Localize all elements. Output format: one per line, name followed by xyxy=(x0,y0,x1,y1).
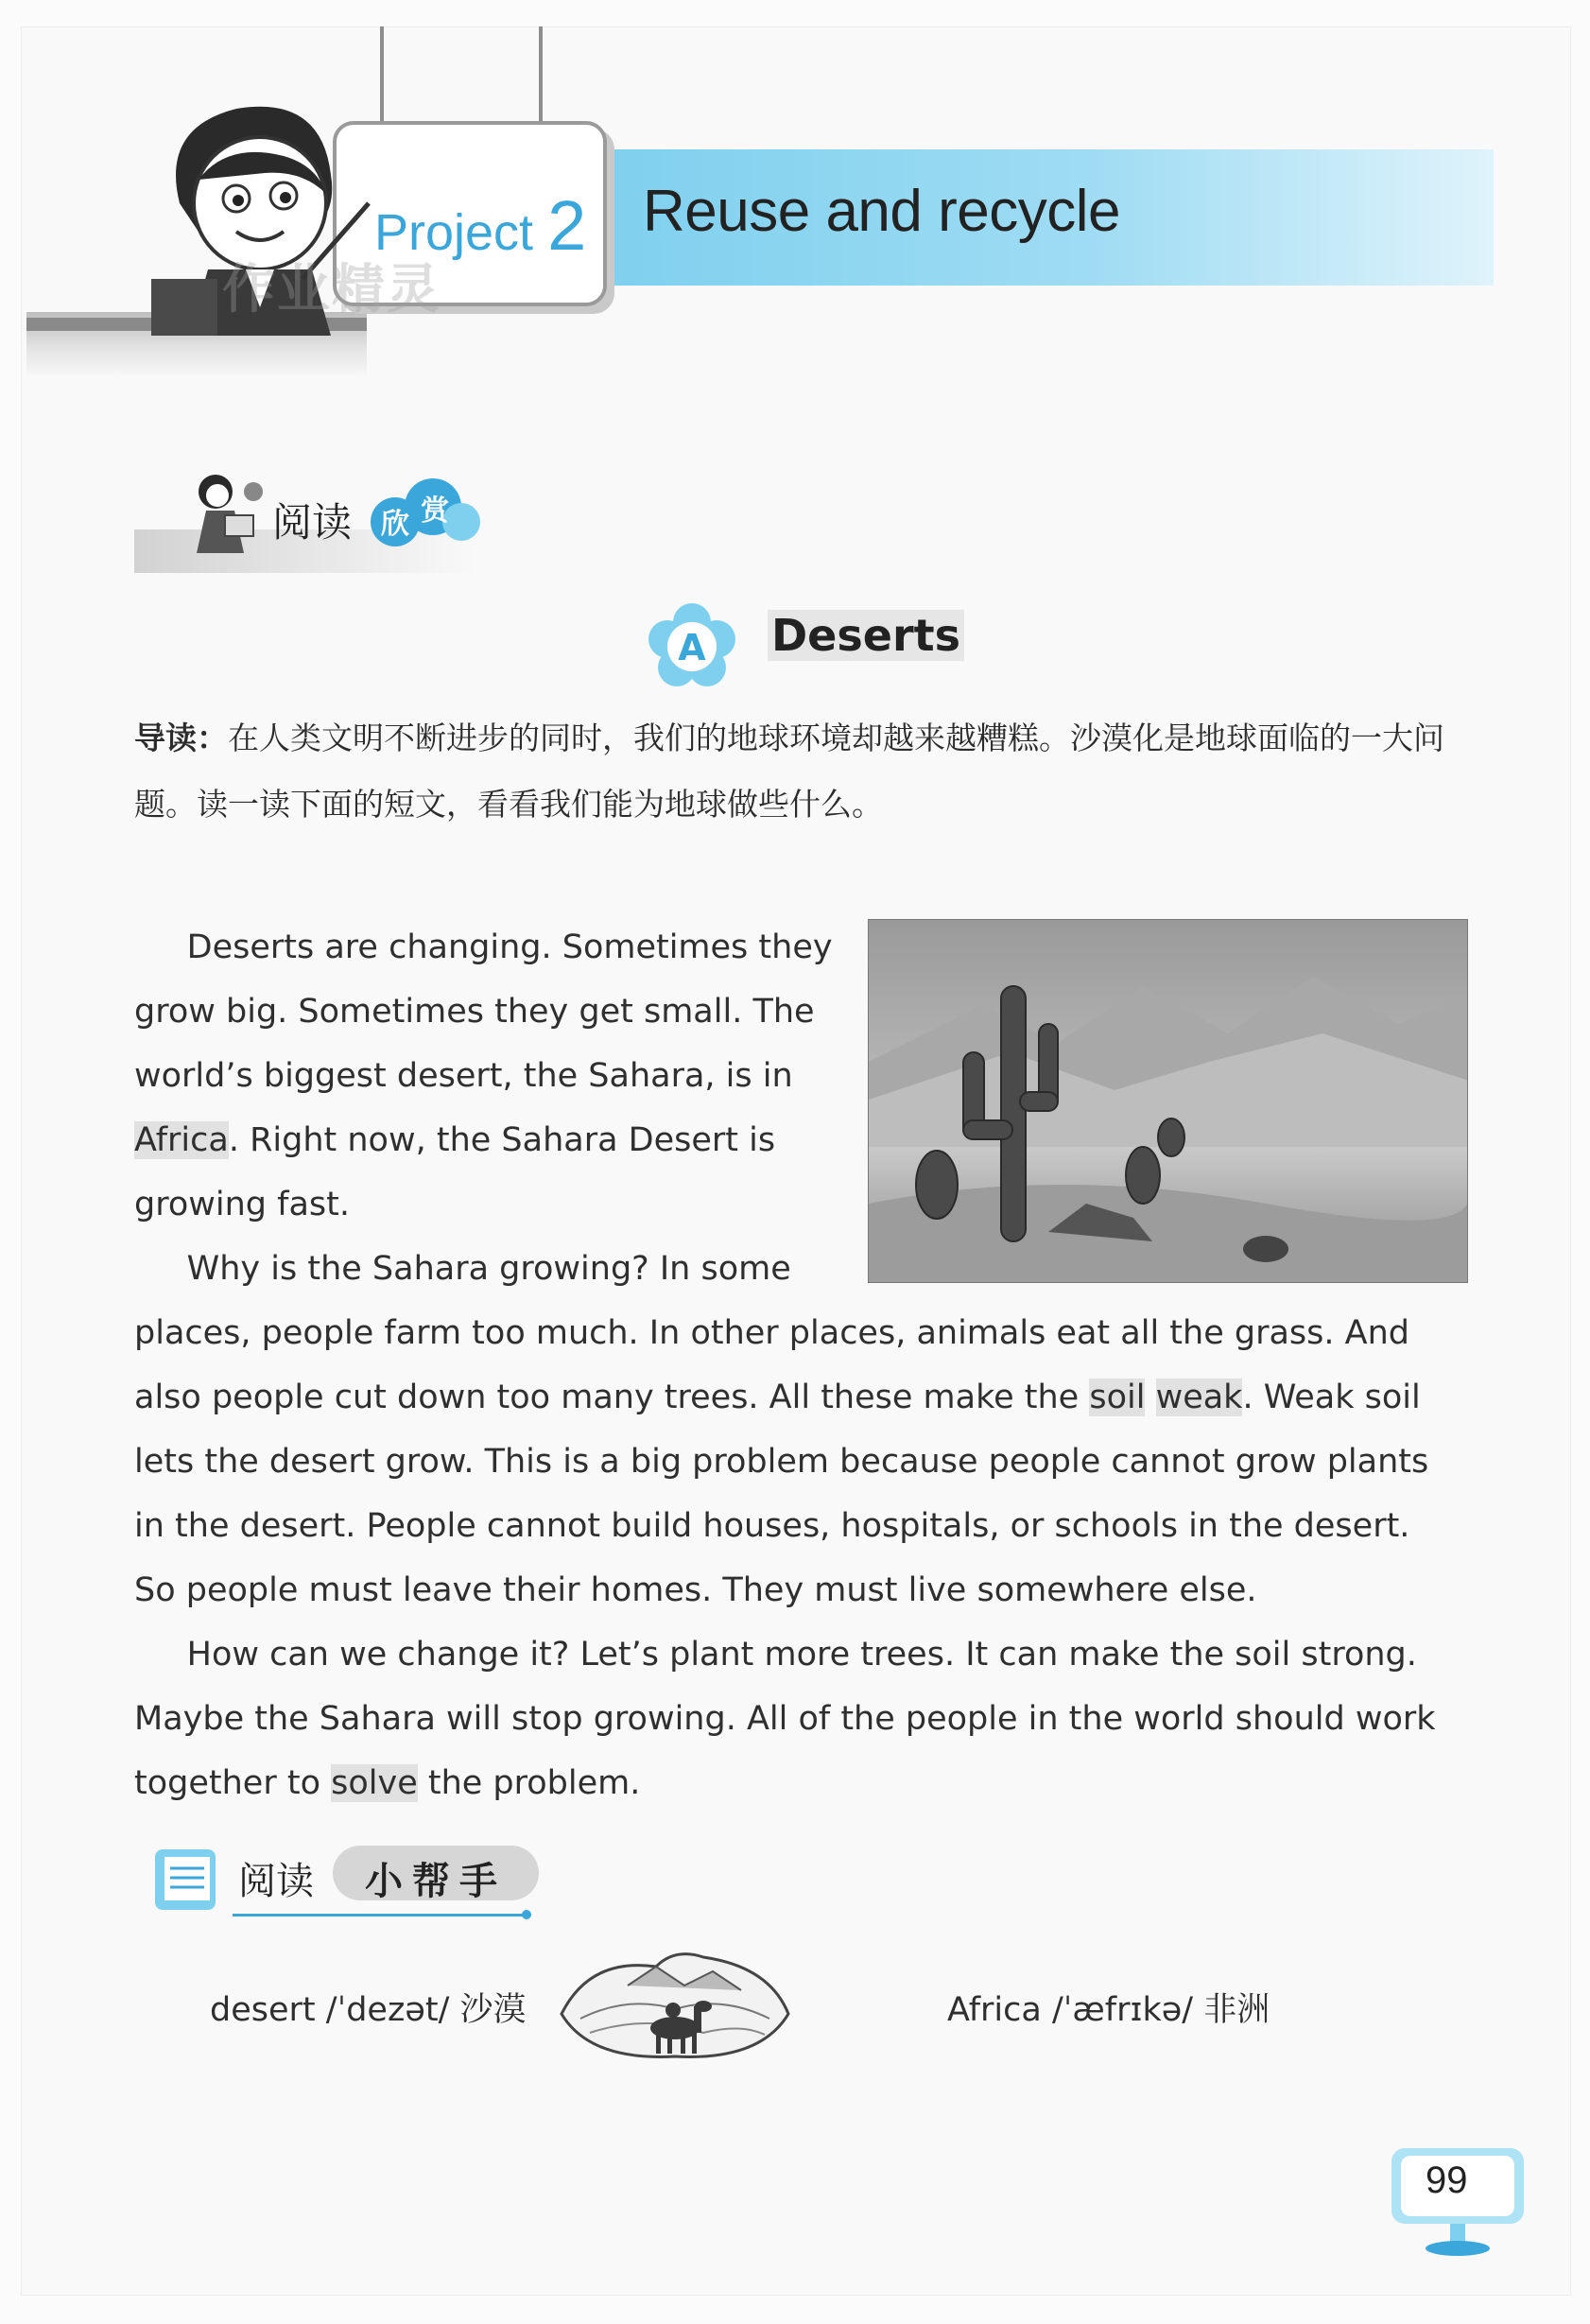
highlighted-word: weak xyxy=(1155,1379,1243,1416)
passage-line xyxy=(134,1507,1409,1545)
passage-line xyxy=(134,1379,1421,1416)
desert-cactus-image xyxy=(869,920,1468,1283)
line-text: Why is the Sahara growing? In some xyxy=(134,1250,791,1288)
line-text: Deserts are changing. Sometimes they xyxy=(134,928,833,966)
passage-line xyxy=(134,1700,1436,1738)
vocab-phonetic: /ˈæfrɪkə/ xyxy=(1051,1991,1194,2029)
reading-girl-icon xyxy=(168,463,272,567)
vocab-word: desert xyxy=(210,1991,316,2029)
line-text: lets the desert grow. This is a big problem because people cannot grow plants xyxy=(134,1443,1429,1481)
badge-char-1: 欣 xyxy=(381,508,409,541)
highlighted-word: Africa xyxy=(134,1121,229,1159)
helper-badge-text: 小帮手 xyxy=(365,1860,507,1903)
passage-letter: A xyxy=(678,627,706,668)
intro-text: 在人类文明不断进步的同时，我们的地球环境却越来越糟糕。沙漠化是地球面临的一大问题。读一读下面的短文，看看我们能为地球做些什么。 xyxy=(134,720,1444,823)
vocab-phonetic: /ˈdezət/ xyxy=(325,1991,450,2029)
line-text: How can we change it? Let’s plant more trees. It can make the soil strong. xyxy=(134,1636,1417,1674)
highlighted-word: soil xyxy=(1089,1379,1146,1416)
section-title: 阅读 xyxy=(272,499,353,546)
helper-title: 阅读 xyxy=(238,1860,314,1903)
intro-label: 导读： xyxy=(134,720,228,756)
vocab-item-africa xyxy=(947,1984,1270,2031)
line-text: . Weak soil xyxy=(1242,1379,1421,1416)
line-text: the problem. xyxy=(417,1764,641,1802)
helper-underline-dot xyxy=(522,1910,531,1919)
line-text: growing fast. xyxy=(134,1186,350,1223)
passage-title: Deserts xyxy=(768,610,964,661)
line-text: in the desert. People cannot build houses, hospitals, or schools in the desert. xyxy=(134,1507,1410,1545)
helper-underline xyxy=(233,1914,526,1916)
passage-line xyxy=(134,1764,640,1802)
line-text xyxy=(1145,1379,1155,1416)
badge-char-2: 赏 xyxy=(421,494,449,528)
passage-line xyxy=(134,1121,775,1159)
passage-line xyxy=(134,1250,791,1288)
book-icon xyxy=(151,1844,227,1919)
line-text: grow big. Sometimes they get small. The xyxy=(134,993,815,1031)
line-text: Maybe the Sahara will stop growing. All of the people in the world should work xyxy=(134,1700,1436,1738)
project-word: Project xyxy=(374,204,534,261)
passage-line xyxy=(134,928,833,966)
watermark: 作业精灵 xyxy=(222,259,441,321)
sign-string-right xyxy=(539,26,543,130)
desert-camel-illustration xyxy=(552,1938,798,2071)
project-number: 2 xyxy=(547,186,587,265)
vocab-meaning: 非洲 xyxy=(1203,1991,1270,2029)
vocab-meaning: 沙漠 xyxy=(459,1991,527,2029)
highlighted-word: solve xyxy=(331,1764,418,1802)
desert-photo xyxy=(868,919,1468,1283)
line-text: So people must leave their homes. They must live somewhere else. xyxy=(134,1571,1257,1609)
intro-paragraph xyxy=(134,705,1477,838)
passage-line xyxy=(134,1057,793,1095)
passage-line xyxy=(134,1314,1409,1352)
passage-letter-icon xyxy=(647,601,737,692)
line-text: together to xyxy=(134,1764,332,1802)
line-text: . Right now, the Sahara Desert is xyxy=(228,1121,776,1159)
section-badge xyxy=(355,477,497,548)
passage-line xyxy=(134,1636,1417,1674)
passage-line xyxy=(134,1571,1257,1609)
vocab-item-desert xyxy=(210,1984,527,2031)
line-text: places, people farm too much. In other places, animals eat all the grass. And xyxy=(134,1314,1409,1352)
line-text: also people cut down too many trees. All these make the xyxy=(134,1379,1090,1416)
passage-line xyxy=(134,1443,1428,1481)
passage-line xyxy=(134,993,815,1031)
line-text: world’s biggest desert, the Sahara, is in xyxy=(134,1057,793,1095)
passage-line xyxy=(134,1186,350,1223)
vocab-word: Africa xyxy=(947,1991,1042,2029)
page-number: 99 xyxy=(1426,2159,1468,2201)
unit-title: Reuse and recycle xyxy=(643,179,1120,244)
